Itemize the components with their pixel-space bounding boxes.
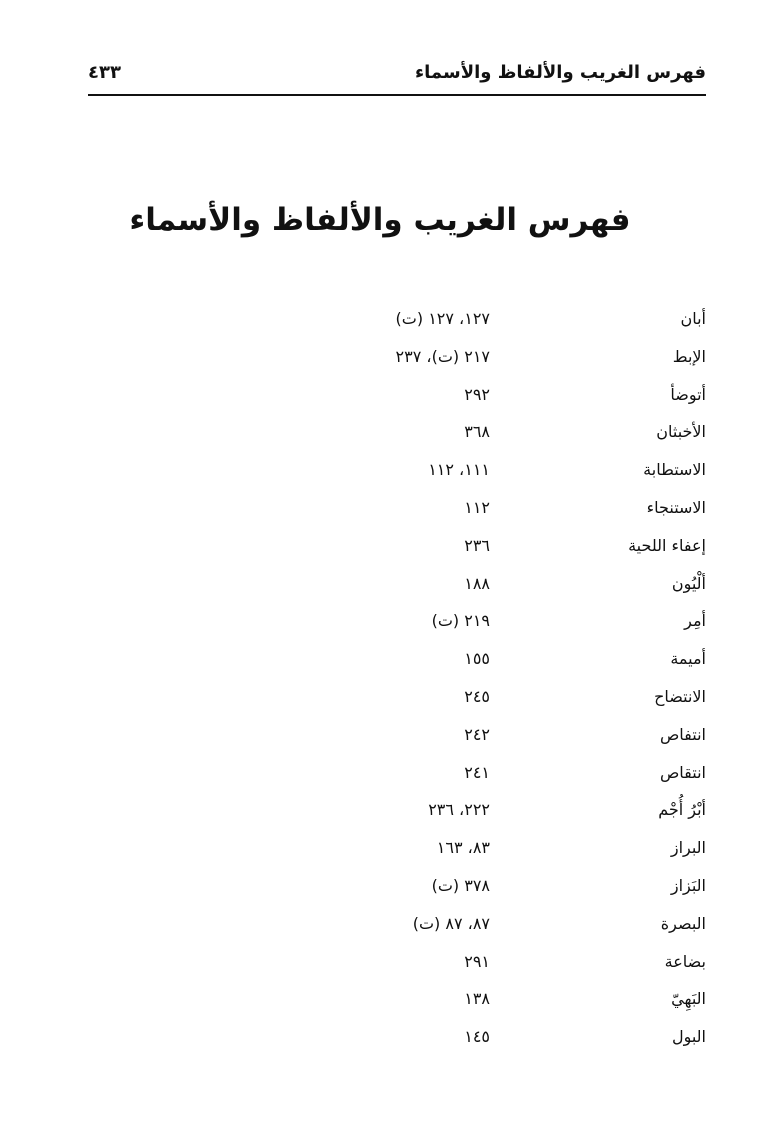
running-header-title: فهرس الغريب والألفاظ والأسماء bbox=[414, 62, 706, 83]
entry-page-refs: ٨٧، ٨٧ (ت) bbox=[412, 913, 490, 933]
index-entry bbox=[300, 1021, 706, 1059]
header-rule bbox=[88, 94, 706, 96]
entry-page-refs: ٢٢٢، ٢٣٦ bbox=[428, 800, 490, 820]
index-entries bbox=[300, 303, 706, 1059]
entry-page-refs: ٢٩١ bbox=[464, 951, 490, 971]
entry-page-refs: ١١١، ١١٢ bbox=[428, 460, 490, 480]
entry-term: انتقاص bbox=[659, 762, 706, 782]
entry-term: البَهِيّ bbox=[671, 989, 706, 1009]
entry-term: أبْرُ أُجْم bbox=[658, 800, 706, 820]
index-entry bbox=[300, 303, 706, 341]
entry-page-refs: ٣٦٨ bbox=[464, 422, 490, 442]
entry-page-refs: ٢١٧ (ت)، ٢٣٧ bbox=[395, 346, 490, 366]
entry-term: الأخبثان bbox=[656, 422, 706, 442]
entry-page-refs: ٢٤٢ bbox=[464, 724, 490, 744]
index-entry bbox=[300, 530, 706, 568]
index-entry bbox=[300, 568, 706, 606]
entry-page-refs: ٢٤١ bbox=[464, 762, 490, 782]
running-header bbox=[88, 60, 706, 90]
entry-page-refs: ٢٩٢ bbox=[464, 384, 490, 404]
entry-page-refs: ٢١٩ (ت) bbox=[431, 611, 490, 631]
entry-page-refs: ١٥٥ bbox=[464, 649, 490, 669]
index-entry bbox=[300, 832, 706, 870]
index-entry bbox=[300, 416, 706, 454]
entry-term: البَزاز bbox=[670, 875, 706, 895]
index-entry bbox=[300, 379, 706, 417]
index-entry bbox=[300, 908, 706, 946]
entry-term: الاستطابة bbox=[643, 460, 706, 480]
entry-term: أبان bbox=[680, 309, 706, 328]
index-entry bbox=[300, 983, 706, 1021]
entry-page-refs: ٢٤٥ bbox=[464, 686, 490, 706]
entry-term: الانتضاح bbox=[654, 686, 706, 706]
entry-page-refs: ٨٣، ١٦٣ bbox=[436, 838, 490, 858]
entry-term: البراز bbox=[670, 838, 706, 858]
entry-term: الإبط bbox=[672, 346, 706, 366]
entry-term: أتوضأ bbox=[670, 384, 706, 404]
index-entry bbox=[300, 643, 706, 681]
entry-term: البصرة bbox=[660, 913, 706, 933]
index-entry bbox=[300, 870, 706, 908]
entry-page-refs: ١١٢ bbox=[464, 497, 490, 517]
index-entry bbox=[300, 454, 706, 492]
index-entry bbox=[300, 605, 706, 643]
index-entry bbox=[300, 492, 706, 530]
entry-page-refs: ٣٧٨ (ت) bbox=[431, 875, 490, 895]
index-entry bbox=[300, 719, 706, 757]
index-entry bbox=[300, 681, 706, 719]
index-entry bbox=[300, 794, 706, 832]
entry-term: الاستنجاء bbox=[646, 497, 706, 517]
entry-term: البول bbox=[671, 1027, 706, 1047]
index-title: فهرس الغريب والألفاظ والأسماء bbox=[129, 202, 631, 238]
entry-term: إعفاء اللحية bbox=[628, 535, 706, 555]
entry-page-refs: ٢٣٦ bbox=[464, 535, 490, 555]
entry-term: أميمة bbox=[670, 649, 706, 669]
page-number: ٤٣٣ bbox=[88, 62, 121, 83]
index-entry bbox=[300, 341, 706, 379]
entry-term: ألْيُون bbox=[671, 573, 706, 593]
entry-page-refs: ١٣٨ bbox=[464, 989, 490, 1009]
index-entry bbox=[300, 757, 706, 795]
entry-page-refs: ١٢٧، ١٢٧ (ت) bbox=[395, 309, 490, 328]
index-entry bbox=[300, 946, 706, 984]
entry-term: بضاعة bbox=[664, 951, 706, 971]
entry-term: أمِر bbox=[684, 611, 706, 631]
entry-page-refs: ١٨٨ bbox=[464, 573, 490, 593]
entry-page-refs: ١٤٥ bbox=[464, 1027, 490, 1047]
entry-term: انتفاص bbox=[659, 724, 706, 744]
